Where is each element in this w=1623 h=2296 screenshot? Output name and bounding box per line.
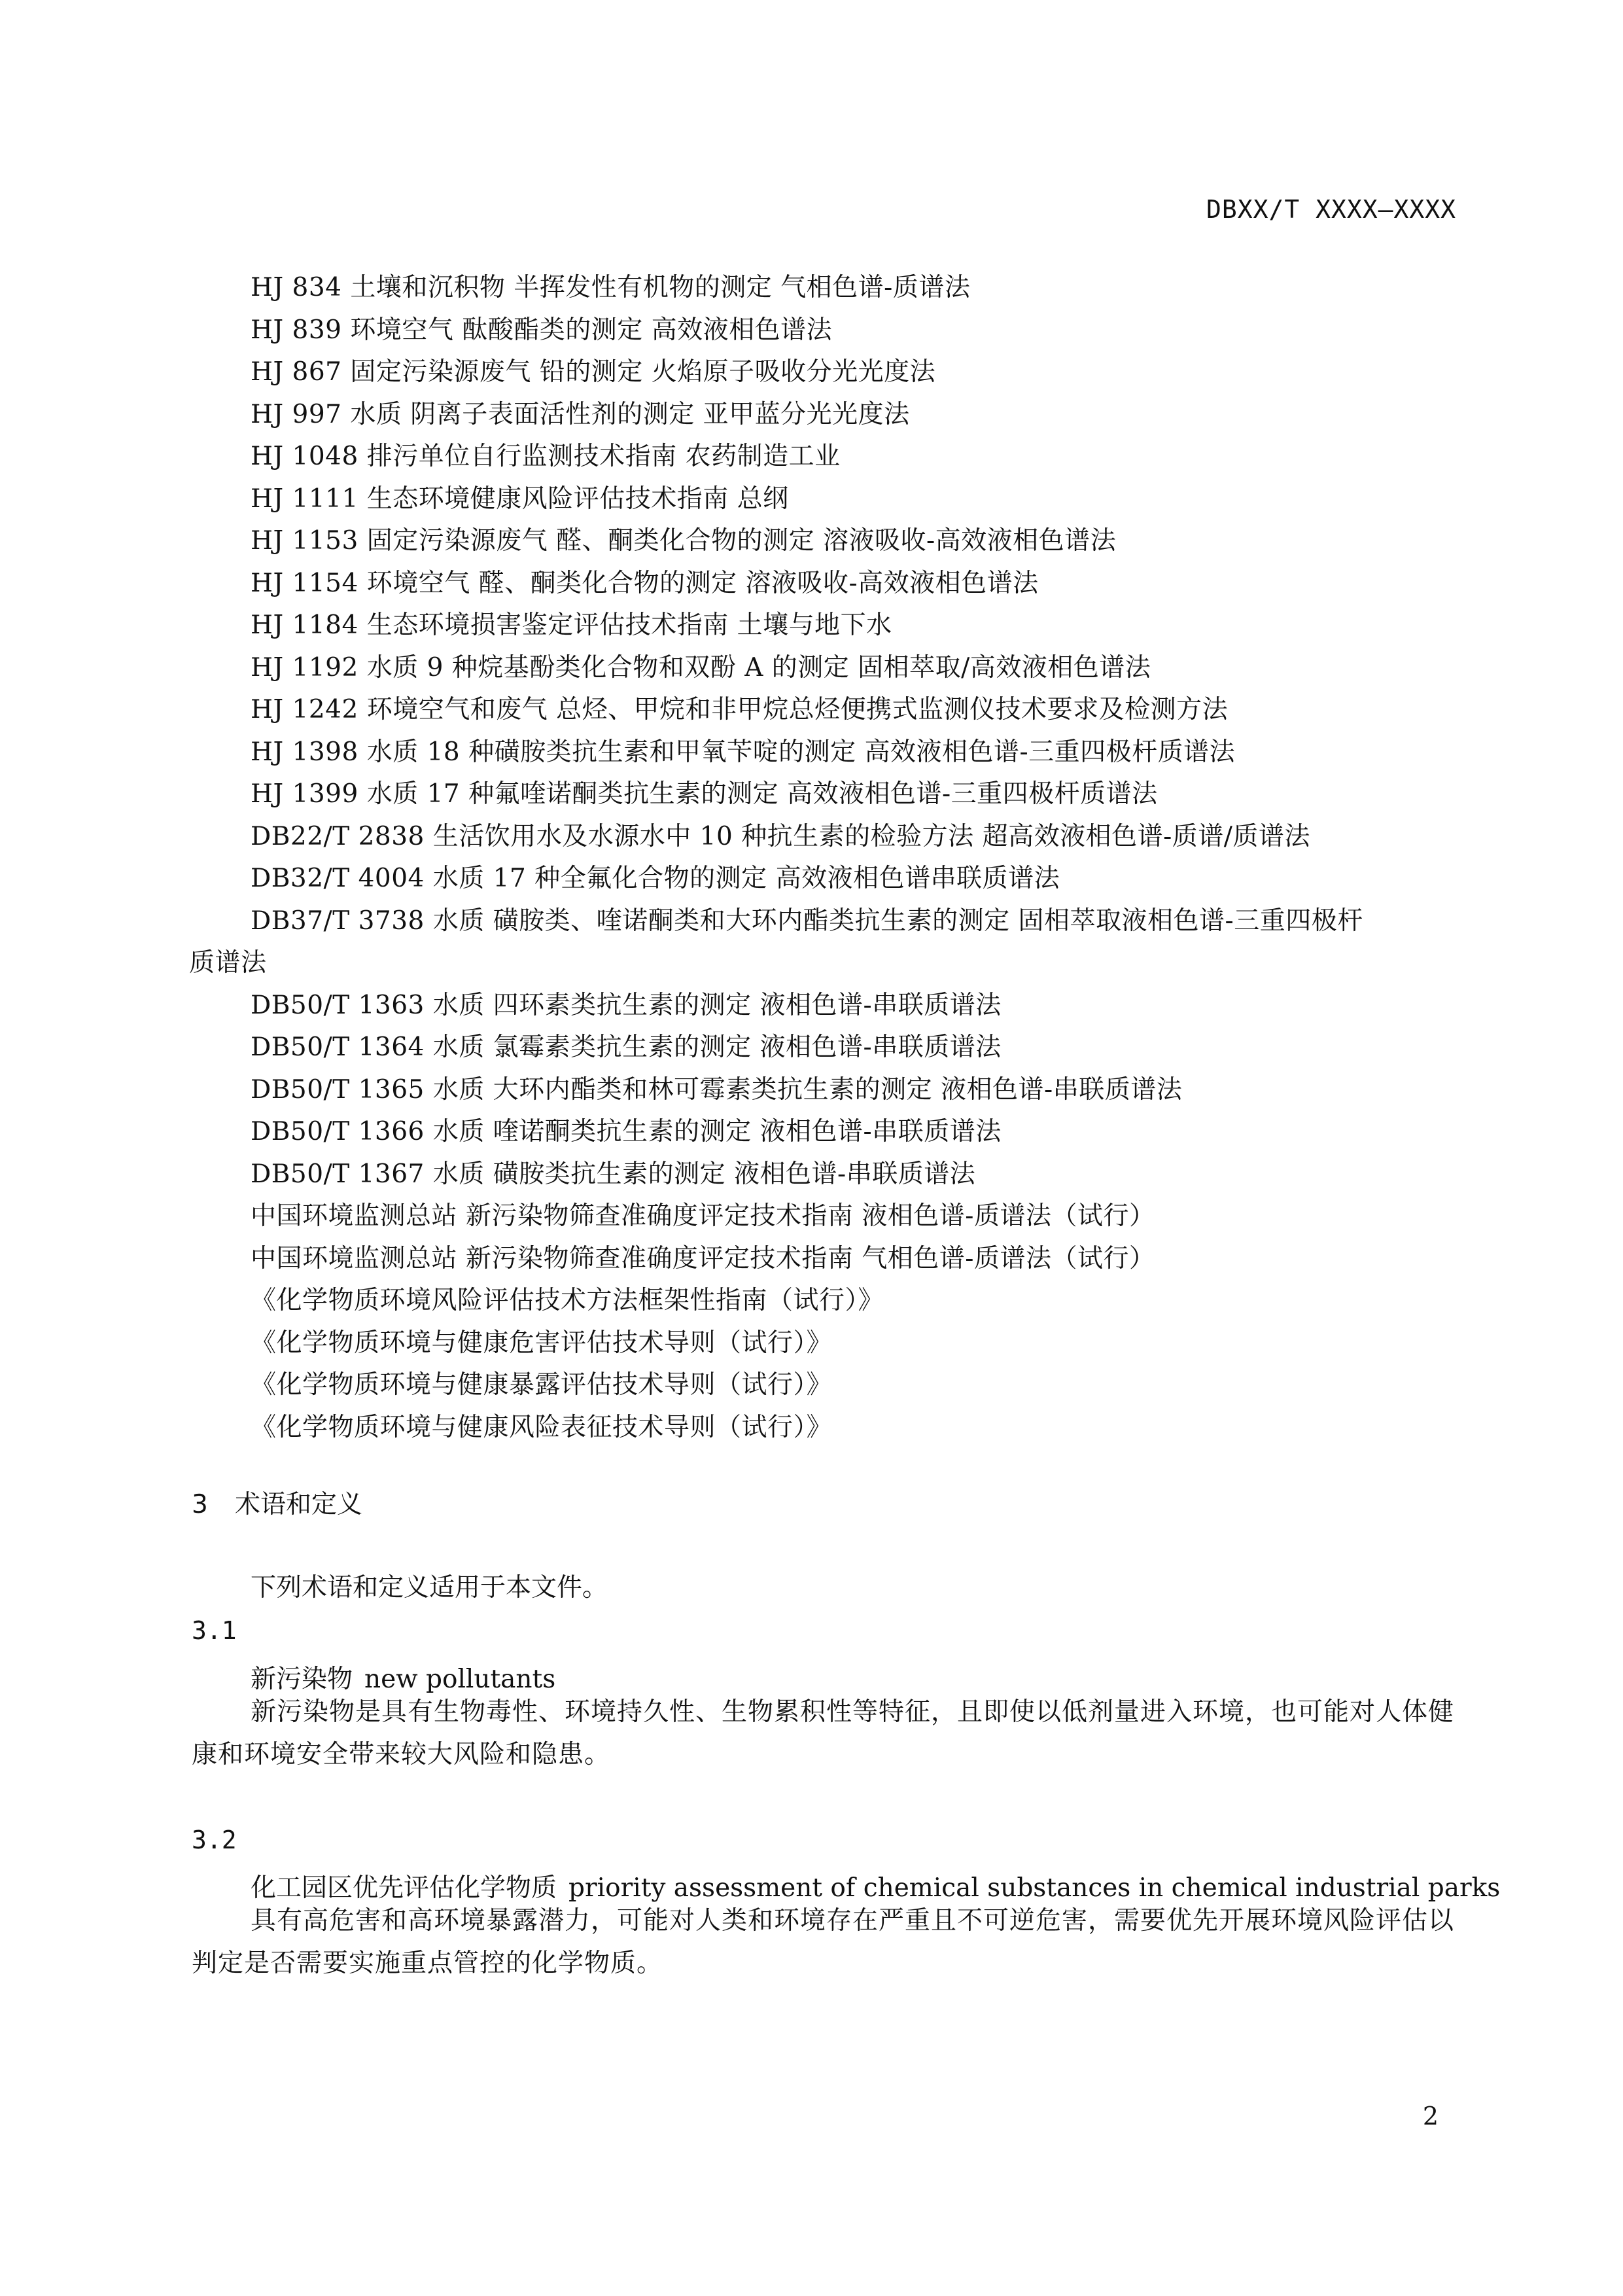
term-definition: 新污染物是具有生物毒性、环境持久性、生物累积性等特征，且即使以低剂量进入环境，也可能对人体健康和环境安全带来较大风险和隐患。 (192, 1697, 1455, 1769)
reference-item: HJ 834 土壤和沉积物 半挥发性有机物的测定 气相色谱-质谱法 (251, 273, 971, 302)
reference-item: 《化学物质环境与健康暴露评估技术导则（试行）》 (251, 1370, 833, 1400)
reference-item: HJ 1154 环境空气 醛、酮类化合物的测定 溶液吸收-高效液相色谱法 (251, 568, 1039, 598)
term-name-zh: 化工园区优先评估化学物质 (251, 1873, 557, 1903)
reference-item: HJ 1184 生态环境损害鉴定评估技术指南 土壤与地下水 (251, 610, 892, 640)
reference-item: HJ 1192 水质 9 种烷基酚类化合物和双酚 A 的测定 固相萃取/高效液相色谱法 (251, 652, 1151, 682)
term-name-zh: 新污染物 (251, 1665, 353, 1694)
reference-item: HJ 867 固定污染源废气 铅的测定 火焰原子吸收分光光度法 (251, 357, 936, 387)
reference-item: 中国环境监测总站 新污染物筛查准确度评定技术指南 气相色谱-质谱法（试行） (251, 1243, 1155, 1273)
term-title (251, 1659, 555, 1695)
reference-item: 《化学物质环境风险评估技术方法框架性指南（试行）》 (251, 1286, 884, 1315)
term-definition: 具有高危害和高环境暴露潜力，可能对人类和环境存在严重且不可逆危害，需要优先开展环境风险评估以判定是否需要实施重点管控的化学物质。 (192, 1906, 1455, 1978)
section-intro: 下列术语和定义适用于本文件。 (251, 1573, 608, 1602)
term-title (251, 1867, 1500, 1904)
reference-item: DB50/T 1363 水质 四环素类抗生素的测定 液相色谱-串联质谱法 (251, 990, 1002, 1020)
reference-item-wrapped (189, 900, 1467, 985)
reference-item-line2: 质谱法 (189, 948, 267, 978)
page-number: 2 (1422, 2102, 1439, 2130)
reference-item: 《化学物质环境与健康危害评估技术导则（试行）》 (251, 1328, 833, 1358)
reference-item: HJ 1398 水质 18 种磺胺类抗生素和甲氧苄啶的测定 高效液相色谱-三重四极杆质谱法 (251, 737, 1236, 767)
reference-item: HJ 1242 环境空气和废气 总烃、甲烷和非甲烷总烃便携式监测仪技术要求及检测方法 (251, 695, 1229, 724)
term-number: 3.2 (192, 1826, 237, 1854)
reference-item: DB50/T 1367 水质 磺胺类抗生素的测定 液相色谱-串联质谱法 (251, 1159, 976, 1189)
reference-item: DB50/T 1366 水质 喹诺酮类抗生素的测定 液相色谱-串联质谱法 (251, 1117, 1002, 1146)
reference-item: 中国环境监测总站 新污染物筛查准确度评定技术指南 液相色谱-质谱法（试行） (251, 1201, 1155, 1231)
reference-item: HJ 1399 水质 17 种氟喹诺酮类抗生素的测定 高效液相色谱-三重四极杆质谱法 (251, 779, 1158, 809)
normative-references-list (189, 267, 1467, 1449)
reference-item: 《化学物质环境与健康风险表征技术导则（试行）》 (251, 1412, 833, 1442)
reference-item: DB32/T 4004 水质 17 种全氟化合物的测定 高效液相色谱串联质谱法 (251, 864, 1060, 893)
term-number: 3.1 (192, 1616, 237, 1645)
reference-item: DB22/T 2838 生活饮用水及水源水中 10 种抗生素的检验方法 超高效液相色谱-质谱/质谱法 (251, 821, 1310, 851)
document-code-header: DBXX/T XXXX—XXXX (1206, 195, 1456, 224)
reference-item: HJ 1153 固定污染源废气 醛、酮类化合物的测定 溶液吸收-高效液相色谱法 (251, 526, 1117, 556)
reference-item: HJ 1048 排污单位自行监测技术指南 农药制造工业 (251, 442, 841, 471)
reference-item: DB50/T 1364 水质 氯霉素类抗生素的测定 液相色谱-串联质谱法 (251, 1033, 1002, 1062)
term-name-en: priority assessment of chemical substances in chemical industrial parks (568, 1873, 1501, 1903)
term-name-en: new pollutants (364, 1665, 556, 1694)
reference-item: HJ 997 水质 阴离子表面活性剂的测定 亚甲蓝分光光度法 (251, 399, 910, 429)
reference-item: DB50/T 1365 水质 大环内酯类和林可霉素类抗生素的测定 液相色谱-串联质谱法 (251, 1074, 1183, 1104)
reference-item: HJ 1111 生态环境健康风险评估技术指南 总纲 (251, 484, 789, 514)
section-title: 术语和定义 (235, 1490, 363, 1519)
reference-item: HJ 839 环境空气 酞酸酯类的测定 高效液相色谱法 (251, 315, 833, 345)
section-number: 3 (192, 1490, 208, 1519)
section-heading (192, 1484, 362, 1521)
reference-item-line1: DB37/T 3738 水质 磺胺类、喹诺酮类和大环内酯类抗生素的测定 固相萃取液相色谱-三重四极杆 (251, 906, 1363, 936)
